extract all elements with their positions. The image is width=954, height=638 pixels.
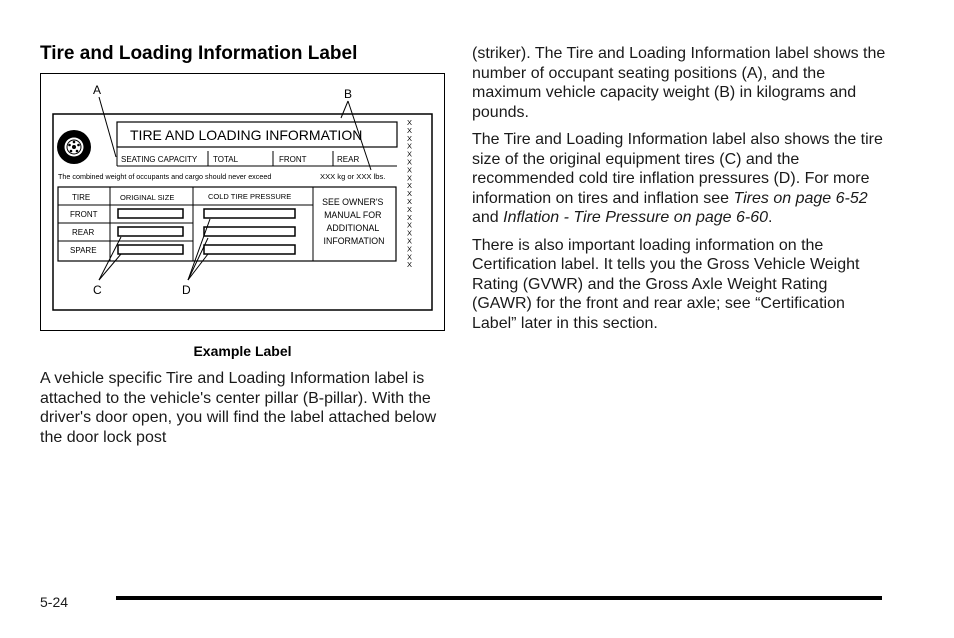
right-paragraph-3: There is also important loading information on the Certification label. It tells you the Gross Vehicle Weight Rating (GVWR) and the Gross Axle Weight Rating (GAWR) for the front and rear axle; see “Certification Label” later in this section. (472, 236, 860, 332)
seating-capacity-label: SEATING CAPACITY (121, 155, 198, 164)
callout-a: A (93, 83, 102, 97)
example-label-figure (40, 73, 445, 331)
x-mark: X (407, 228, 413, 238)
x-mark: X (407, 181, 413, 191)
tire-label-illustration (41, 74, 444, 330)
right-paragraph-1: (striker). The Tire and Loading Information label shows the number of occupant seating positions (A), and the maximum vehicle capacity weight (B) in kilograms and pounds. (472, 45, 886, 121)
x-mark: X (407, 204, 413, 214)
col-original-size-header: ORIGINAL SIZE (120, 193, 175, 202)
see-owners-manual-text: SEE OWNER'S MANUAL FOR ADDITIONAL INFORMATION (322, 197, 385, 246)
x-mark: X (407, 133, 413, 143)
x-marks-column (407, 118, 412, 269)
figure-caption: Example Label (193, 343, 292, 359)
footer-rule (116, 596, 882, 600)
x-mark: X (407, 252, 413, 262)
left-paragraph: A vehicle specific Tire and Loading Information label is attached to the vehicle's center pillar (B-pillar). With the driver's door open, you will find the label attached below the door lock post (40, 370, 437, 446)
x-mark: X (407, 141, 413, 151)
row-spare-label: SPARE (70, 246, 97, 255)
total-label: TOTAL (213, 155, 239, 164)
x-mark: X (407, 244, 413, 254)
x-mark: X (407, 157, 413, 167)
x-mark: X (407, 173, 413, 183)
callout-d: D (182, 283, 191, 297)
row-front-label: FRONT (70, 210, 98, 219)
x-mark: X (407, 165, 413, 175)
inflation-page-link[interactable]: Inflation - Tire Pressure on page 6-60 (503, 209, 769, 226)
right-paragraph-2 (472, 130, 887, 228)
x-mark: X (407, 125, 413, 135)
x-mark: X (407, 220, 413, 230)
p2-and: and (472, 209, 504, 226)
x-mark: X (407, 189, 413, 199)
x-mark: X (407, 118, 413, 127)
front-label: FRONT (279, 155, 307, 164)
tire-icon (57, 130, 91, 164)
x-mark: X (407, 149, 413, 159)
x-mark: X (407, 212, 413, 222)
leader-lines (99, 97, 371, 280)
p2-text: The Tire and Loading Information label also shows the tire size of the original equipment tires (C) and the recommended cold tire inflation pressures (D). For more information on tires and inflation see (472, 131, 883, 207)
p2-end: . (768, 209, 773, 226)
callout-c: C (93, 283, 102, 297)
right-column (472, 42, 887, 333)
weight-value-text: XXX kg or XXX lbs. (320, 172, 386, 181)
section-heading: Tire and Loading Information Label (40, 43, 358, 64)
callout-b: B (344, 87, 353, 101)
x-mark: X (407, 260, 413, 270)
label-title: TIRE AND LOADING INFORMATION (130, 127, 363, 143)
combined-weight-text: The combined weight of occupants and cargo should never exceed (58, 172, 272, 181)
rear-label: REAR (337, 155, 360, 164)
col-tire-header: TIRE (72, 193, 91, 202)
page-number: 5-24 (40, 594, 69, 610)
col-cold-pressure-header: COLD TIRE PRESSURE (208, 192, 292, 201)
tires-page-link[interactable]: Tires on page 6-52 (733, 189, 868, 207)
left-column (40, 42, 445, 447)
row-rear-label: REAR (72, 228, 95, 237)
x-mark: X (407, 236, 413, 246)
x-mark: X (407, 197, 413, 206)
